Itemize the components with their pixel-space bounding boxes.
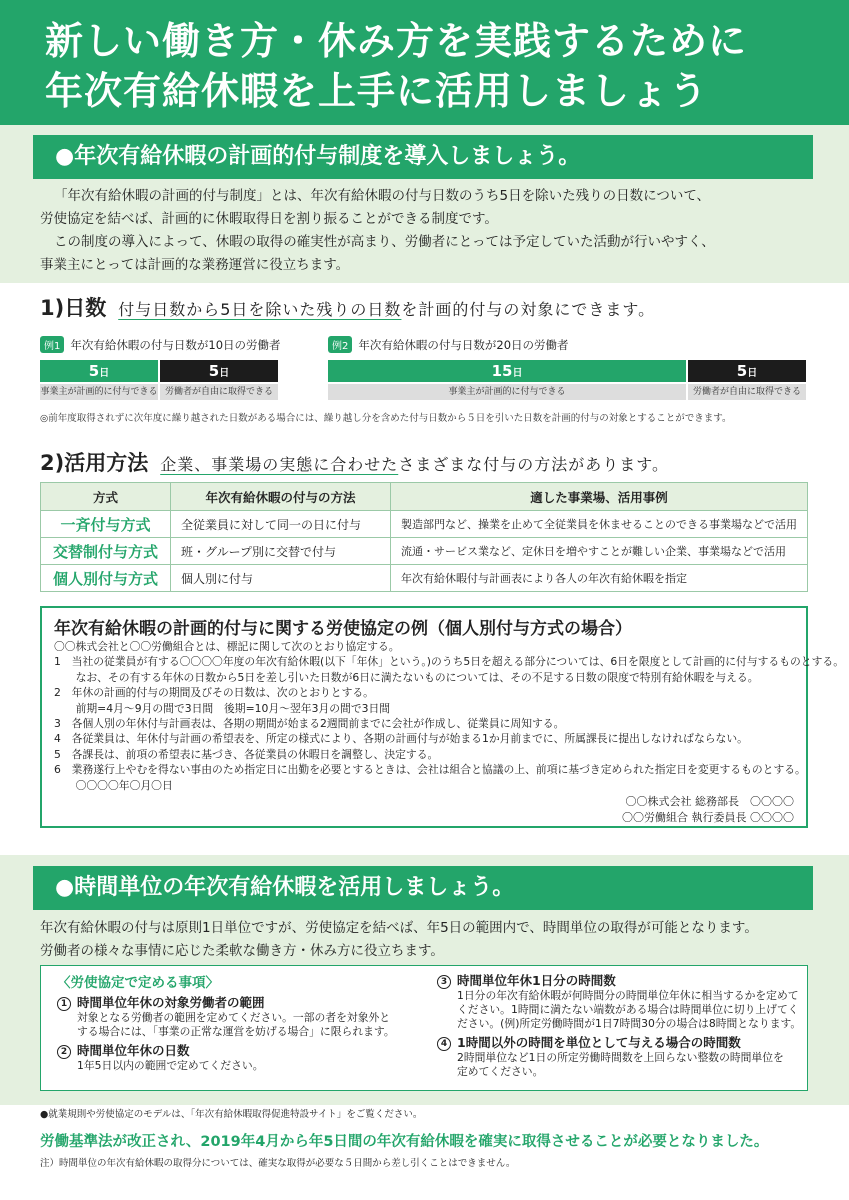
paragraph-line: この制度の導入によって、休暇の取得の確実性が高まり、労働者にとっては予定していた活動が行いやすく、 (54, 234, 715, 250)
unit-label: 日 (99, 368, 110, 379)
example2-badge: 例2 (328, 336, 352, 353)
agreement-item-title (57, 993, 395, 1011)
agreement-item-title (437, 1033, 801, 1051)
unit-label: 日 (512, 368, 523, 379)
agreement-item-text: 2時間単位など1日の所定労働時間数を上回らない整数の時間単位を (457, 1051, 784, 1064)
method-example: 製造部門など、操業を止めて全従業員を休ませることのできる事業場などで活用 (391, 511, 808, 538)
table-header-cell: 年次有給休暇の付与の方法 (171, 483, 391, 511)
days-heading-label: 1)日数 (40, 296, 107, 320)
section2-paragraph (40, 917, 820, 963)
agreement-item-text: する場合には、「事業の正常な運営を妨げる場合」に限られます。 (77, 1025, 395, 1038)
agreement-item-text: 1日分の年次有給休暇が何時間分の時間単位年休に相当するかを定めて (457, 989, 799, 1002)
item-title-text: 1時間以外の時間を単位として与える場合の時間数 (457, 1035, 741, 1050)
days-note: ◎前年度取得されずに次年度に繰り越された日数がある場合には、繰り越し分を含めた付与日数から５日を引いた日数を計画的付与の対象とすることができます。 (40, 413, 732, 424)
agreement-items-right (437, 971, 801, 1079)
methods-table (40, 482, 808, 592)
paragraph-line: 「年次有給休暇の計画的付与制度」とは、年次有給休暇の付与日数のうち5日を除いた残りの日数について、 (54, 188, 711, 204)
agreement-line: なお、その有する年休の日数から5日を差し引いた日数が6日に満たないものについては、その不足する日数の限度で特別有給休暇を与える。 (54, 670, 759, 684)
example2-bar-free (688, 360, 806, 382)
table-row (41, 538, 808, 565)
agreement-item-text: ください。1時間に満たない端数がある場合は時間単位に切り上げてく (457, 1003, 799, 1016)
agreement-signature-company: 〇〇株式会社 総務部長 〇〇〇〇 (625, 795, 794, 808)
agreement-line: 1 当社の従業員が有する〇〇〇〇年度の年次有給休暇(以下「年休」という。)のうち5日を超える部分については、6日を限度として計画的に付与するものとする。 (54, 655, 844, 669)
agreement-signature-union: 〇〇労働組合 執行委員長 〇〇〇〇 (622, 811, 794, 824)
days-heading (40, 292, 655, 322)
method-example: 年次有給休暇付与計画表により各人の年次有給休暇を指定 (391, 565, 808, 592)
item-title-text: 時間単位年休の対象労働者の範囲 (77, 995, 265, 1010)
example1-planned-value: 5 (88, 362, 100, 380)
days-desc-rest: を計画的付与の対象にできます。 (401, 300, 656, 319)
agreement-line: 前期=4月～9月の間で3日間 後期=10月～翌年3月の間で3日間 (54, 701, 391, 715)
footer-note-model: ●就業規則や労使協定のモデルは、「年次有給休暇取得促進特設サイト」をご覧ください。 (40, 1109, 423, 1120)
agreement-line: 4 各従業員は、年休付与計画の希望表を、所定の様式により、各期の計画付与が始まる1か月前までに、所属課長に提出しなければならない。 (54, 732, 748, 746)
page-header (0, 0, 849, 125)
table-row (41, 511, 808, 538)
item-number: 4 (437, 1037, 451, 1051)
usage-desc-underlined: 企業、事業場の実態に合わせた (160, 455, 399, 474)
agreement-title: 年次有給休暇の計画的付与に関する労使協定の例（個人別付与方式の場合） (54, 619, 632, 639)
method-way: 全従業員に対して同一の日に付与 (171, 511, 391, 538)
example2-bar-planned (328, 360, 686, 382)
table-row (41, 565, 808, 592)
table-header-cell: 適した事業場、活用事例 (391, 483, 808, 511)
table-header-cell: 方式 (41, 483, 171, 511)
paragraph-line: 年次有給休暇の付与は原則1日単位ですが、労使協定を結べば、年5日の範囲内で、時間単位の取得が可能となります。 (40, 920, 758, 936)
paragraph-line: 労働者の様々な事情に応じた柔軟な働き方・休み方に役立ちます。 (40, 943, 444, 959)
usage-heading-desc (160, 452, 669, 475)
example2-sub-free: 労働者が自由に取得できる (688, 384, 806, 400)
example1-bar-free (160, 360, 278, 382)
method-name: 一斉付与方式 (41, 511, 171, 538)
example1-sub-free: 労働者が自由に取得できる (160, 384, 278, 400)
section1-paragraph (40, 185, 820, 277)
agreement-line: 〇〇株式会社と〇〇労働組合とは、標記に関して次のとおり協定する。 (54, 640, 400, 653)
example1-sub-planned: 事業主が計画的に付与できる (40, 384, 158, 400)
usage-heading (40, 447, 669, 477)
example2-planned-value: 15 (491, 362, 513, 380)
paragraph-line: 事業主にとっては計画的な業務運営に役立ちます。 (40, 257, 350, 273)
unit-label: 日 (219, 368, 230, 379)
agreement-item-text: 定めてください。 (457, 1065, 544, 1078)
agreement-items-left (57, 971, 395, 1073)
example2-label (328, 336, 569, 353)
table-header-row (41, 483, 808, 511)
agreement-items-box (40, 965, 808, 1091)
agreement-line: 3 各個人別の年休付与計画表は、各期の期間が始まる2週間前までに会社が作成し、従業員に周知する。 (54, 717, 565, 731)
usage-heading-label: 2)活用方法 (40, 451, 149, 475)
days-desc-underlined: 付与日数から5日を除いた残りの日数 (118, 300, 402, 319)
agreement-item-text: 1年5日以内の範囲で定めてください。 (77, 1059, 264, 1072)
example2-text: 年次有給休暇の付与日数が20日の労働者 (358, 338, 569, 352)
method-name: 個人別付与方式 (41, 565, 171, 592)
agreement-item-text: 対象となる労働者の範囲を定めてください。一部の者を対象外と (77, 1011, 391, 1024)
agreement-item-title (57, 1041, 395, 1059)
agreement-example-box (40, 606, 844, 828)
example1-label (40, 336, 281, 353)
method-way: 班・グループ別に交替で付与 (171, 538, 391, 565)
example2-sub-planned: 事業主が計画的に付与できる (328, 384, 686, 400)
method-way: 個人別に付与 (171, 565, 391, 592)
footer-highlight: 労働基準法が改正され、2019年4月から年5日間の年次有給休暇を確実に取得させることが必要となりました。 (40, 1134, 769, 1150)
unit-label: 日 (747, 368, 758, 379)
agreement-line: 5 各課長は、前項の希望表に基づき、各従業員の休暇日を調整し、決定する。 (54, 747, 439, 761)
example2-free-value: 5 (736, 362, 748, 380)
item-title-text: 時間単位年休1日分の時間数 (457, 973, 616, 988)
method-name: 交替制付与方式 (41, 538, 171, 565)
example1-text: 年次有給休暇の付与日数が10日の労働者 (70, 338, 281, 352)
item-number: 3 (437, 975, 451, 989)
header-title-line1: 新しい働き方・休み方を実践するために (45, 19, 748, 63)
method-example: 流通・サービス業など、定休日を増やすことが難しい企業、事業場などで活用 (391, 538, 808, 565)
agreement-item-text: ださい。(例)所定労働時間が1日7時間30分の場合は8時間となります。 (457, 1017, 802, 1030)
agreement-line: 2 年休の計画的付与の期間及びその日数は、次のとおりとする。 (54, 686, 374, 700)
agreement-date: 〇〇〇〇年〇月〇日 (54, 778, 173, 792)
item-number: 1 (57, 997, 71, 1011)
usage-desc-rest: さまざまな付与の方法があります。 (398, 455, 669, 474)
agreement-item-title (437, 971, 801, 989)
section1-banner: ●年次有給休暇の計画的付与制度を導入しましょう。 (33, 135, 813, 179)
agreement-line: 6 業務遂行上やむを得ない事由のため指定日に出勤を必要とするときは、会社は組合と協議の上、前項に基づき定められた指定日を変更するものとする。 (54, 763, 806, 777)
item-number: 2 (57, 1045, 71, 1059)
item-title-text: 時間単位年休の日数 (77, 1043, 190, 1058)
paragraph-line: 労使協定を結べば、計画的に休暇取得日を割り振ることができる制度です。 (40, 211, 498, 227)
header-title-line2: 年次有給休暇を上手に活用しましょう (45, 69, 709, 113)
example1-badge: 例1 (40, 336, 64, 353)
days-heading-desc (118, 297, 655, 320)
example1-bar-planned (40, 360, 158, 382)
section2-banner: ●時間単位の年次有給休暇を活用しましょう。 (33, 866, 813, 910)
footer-note-hourly: 注）時間単位の年次有給休暇の取得分については、確実な取得が必要な５日間から差し引くことはできません。 (40, 1158, 516, 1169)
example1-free-value: 5 (208, 362, 220, 380)
agreement-items-label: 〈労使協定で定める事項〉 (57, 975, 219, 991)
